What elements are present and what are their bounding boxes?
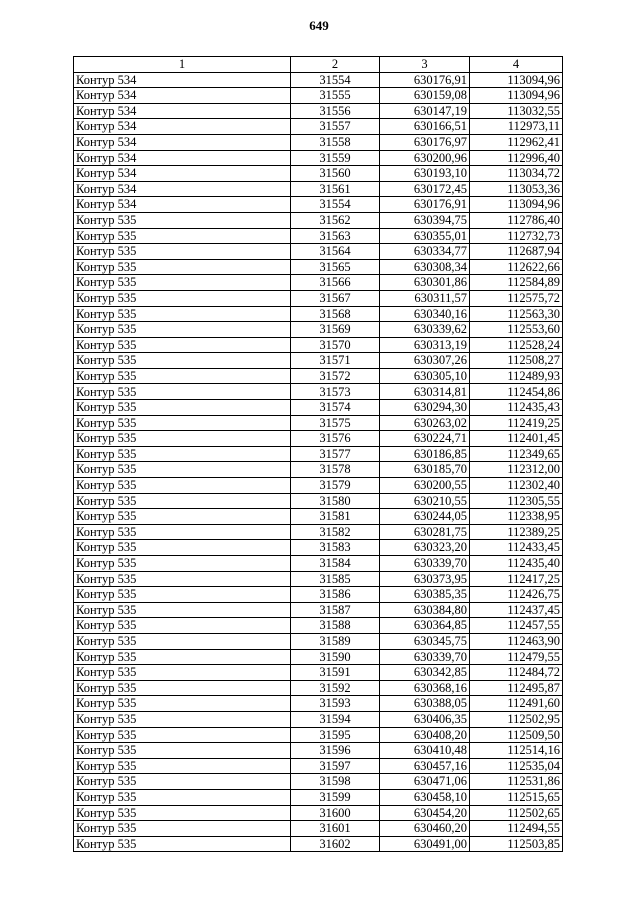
- point-number-cell: 31587: [291, 602, 380, 618]
- table-row: [74, 259, 563, 275]
- contour-name-cell: Контур 535: [74, 587, 291, 603]
- contour-name-cell: Контур 534: [74, 103, 291, 119]
- point-number-cell: 31563: [291, 228, 380, 244]
- point-number-cell: 31554: [291, 197, 380, 213]
- table-row: [74, 166, 563, 182]
- contour-name-cell: Контур 535: [74, 353, 291, 369]
- y-coordinate-cell: 112401,45: [470, 431, 563, 447]
- table-row: [74, 384, 563, 400]
- point-number-cell: 31595: [291, 727, 380, 743]
- point-number-cell: 31599: [291, 789, 380, 805]
- x-coordinate-cell: 630172,45: [380, 181, 470, 197]
- contour-name-cell: Контур 535: [74, 275, 291, 291]
- table-row: [74, 415, 563, 431]
- y-coordinate-cell: 113032,55: [470, 103, 563, 119]
- contour-name-cell: Контур 535: [74, 493, 291, 509]
- table-row: [74, 540, 563, 556]
- column-header-1: 1: [74, 57, 291, 73]
- point-number-cell: 31601: [291, 821, 380, 837]
- point-number-cell: 31593: [291, 696, 380, 712]
- table-row: [74, 290, 563, 306]
- y-coordinate-cell: 112489,93: [470, 368, 563, 384]
- table-row: [74, 649, 563, 665]
- point-number-cell: 31591: [291, 665, 380, 681]
- y-coordinate-cell: 112535,04: [470, 758, 563, 774]
- point-number-cell: 31571: [291, 353, 380, 369]
- point-number-cell: 31555: [291, 88, 380, 104]
- contour-name-cell: Контур 535: [74, 618, 291, 634]
- table-row: [74, 181, 563, 197]
- table-row: [74, 556, 563, 572]
- point-number-cell: 31558: [291, 134, 380, 150]
- point-number-cell: 31581: [291, 509, 380, 525]
- y-coordinate-cell: 112389,25: [470, 524, 563, 540]
- table-header-row: [74, 57, 563, 73]
- y-coordinate-cell: 112502,95: [470, 711, 563, 727]
- page-number: 649: [309, 18, 329, 33]
- point-number-cell: 31579: [291, 478, 380, 494]
- point-number-cell: 31559: [291, 150, 380, 166]
- y-coordinate-cell: 112338,95: [470, 509, 563, 525]
- column-header-4: 4: [470, 57, 563, 73]
- y-coordinate-cell: 113094,96: [470, 197, 563, 213]
- contour-name-cell: Контур 535: [74, 571, 291, 587]
- table-row: [74, 228, 563, 244]
- point-number-cell: 31562: [291, 212, 380, 228]
- table-row: [74, 88, 563, 104]
- contour-name-cell: Контур 535: [74, 665, 291, 681]
- x-coordinate-cell: 630244,05: [380, 509, 470, 525]
- y-coordinate-cell: 112553,60: [470, 322, 563, 338]
- point-number-cell: 31582: [291, 524, 380, 540]
- x-coordinate-cell: 630176,91: [380, 72, 470, 88]
- table-row: [74, 680, 563, 696]
- contour-name-cell: Контур 535: [74, 602, 291, 618]
- x-coordinate-cell: 630408,20: [380, 727, 470, 743]
- y-coordinate-cell: 112433,45: [470, 540, 563, 556]
- table-row: [74, 524, 563, 540]
- point-number-cell: 31577: [291, 446, 380, 462]
- y-coordinate-cell: 112463,90: [470, 633, 563, 649]
- x-coordinate-cell: 630314,81: [380, 384, 470, 400]
- x-coordinate-cell: 630388,05: [380, 696, 470, 712]
- y-coordinate-cell: 112563,30: [470, 306, 563, 322]
- y-coordinate-cell: 112509,50: [470, 727, 563, 743]
- y-coordinate-cell: 112484,72: [470, 665, 563, 681]
- table-row: [74, 665, 563, 681]
- x-coordinate-cell: 630406,35: [380, 711, 470, 727]
- table-row: [74, 322, 563, 338]
- contour-name-cell: Контур 535: [74, 290, 291, 306]
- y-coordinate-cell: 112575,72: [470, 290, 563, 306]
- contour-name-cell: Контур 535: [74, 774, 291, 790]
- point-number-cell: 31556: [291, 103, 380, 119]
- contour-name-cell: Контур 534: [74, 72, 291, 88]
- x-coordinate-cell: 630263,02: [380, 415, 470, 431]
- x-coordinate-cell: 630457,16: [380, 758, 470, 774]
- column-header-2: 2: [291, 57, 380, 73]
- contour-name-cell: Контур 535: [74, 478, 291, 494]
- contour-name-cell: Контур 535: [74, 556, 291, 572]
- x-coordinate-cell: 630307,26: [380, 353, 470, 369]
- contour-name-cell: Контур 535: [74, 836, 291, 852]
- y-coordinate-cell: 112479,55: [470, 649, 563, 665]
- x-coordinate-cell: 630345,75: [380, 633, 470, 649]
- table-row: [74, 431, 563, 447]
- contour-name-cell: Контур 535: [74, 462, 291, 478]
- x-coordinate-cell: 630210,55: [380, 493, 470, 509]
- x-coordinate-cell: 630410,48: [380, 743, 470, 759]
- y-coordinate-cell: 112996,40: [470, 150, 563, 166]
- contour-name-cell: Контур 534: [74, 181, 291, 197]
- x-coordinate-cell: 630311,57: [380, 290, 470, 306]
- contour-name-cell: Контур 535: [74, 524, 291, 540]
- point-number-cell: 31578: [291, 462, 380, 478]
- y-coordinate-cell: 112435,40: [470, 556, 563, 572]
- column-header-3: 3: [380, 57, 470, 73]
- point-number-cell: 31557: [291, 119, 380, 135]
- x-coordinate-cell: 630342,85: [380, 665, 470, 681]
- x-coordinate-cell: 630159,08: [380, 88, 470, 104]
- table-row: [74, 618, 563, 634]
- point-number-cell: 31574: [291, 400, 380, 416]
- y-coordinate-cell: 112508,27: [470, 353, 563, 369]
- x-coordinate-cell: 630334,77: [380, 244, 470, 260]
- point-number-cell: 31589: [291, 633, 380, 649]
- contour-name-cell: Контур 535: [74, 758, 291, 774]
- table-row: [74, 119, 563, 135]
- x-coordinate-cell: 630294,30: [380, 400, 470, 416]
- point-number-cell: 31596: [291, 743, 380, 759]
- x-coordinate-cell: 630373,95: [380, 571, 470, 587]
- x-coordinate-cell: 630186,85: [380, 446, 470, 462]
- table-row: [74, 821, 563, 837]
- x-coordinate-cell: 630147,19: [380, 103, 470, 119]
- contour-name-cell: Контур 535: [74, 696, 291, 712]
- point-number-cell: 31570: [291, 337, 380, 353]
- contour-name-cell: Контур 535: [74, 680, 291, 696]
- contour-name-cell: Контур 535: [74, 821, 291, 837]
- y-coordinate-cell: 112454,86: [470, 384, 563, 400]
- contour-name-cell: Контур 535: [74, 400, 291, 416]
- table-row: [74, 197, 563, 213]
- table-row: [74, 836, 563, 852]
- contour-name-cell: Контур 534: [74, 119, 291, 135]
- y-coordinate-cell: 112302,40: [470, 478, 563, 494]
- y-coordinate-cell: 112531,86: [470, 774, 563, 790]
- table-row: [74, 805, 563, 821]
- point-number-cell: 31565: [291, 259, 380, 275]
- table-row: [74, 789, 563, 805]
- point-number-cell: 31590: [291, 649, 380, 665]
- point-number-cell: 31584: [291, 556, 380, 572]
- y-coordinate-cell: 112305,55: [470, 493, 563, 509]
- x-coordinate-cell: 630323,20: [380, 540, 470, 556]
- y-coordinate-cell: 112417,25: [470, 571, 563, 587]
- contour-name-cell: Контур 535: [74, 789, 291, 805]
- coordinates-table: [73, 56, 563, 852]
- contour-name-cell: Контур 535: [74, 259, 291, 275]
- x-coordinate-cell: 630385,35: [380, 587, 470, 603]
- table-row: [74, 134, 563, 150]
- table-row: [74, 400, 563, 416]
- y-coordinate-cell: 112528,24: [470, 337, 563, 353]
- point-number-cell: 31592: [291, 680, 380, 696]
- x-coordinate-cell: 630305,10: [380, 368, 470, 384]
- table-row: [74, 244, 563, 260]
- y-coordinate-cell: 112732,73: [470, 228, 563, 244]
- x-coordinate-cell: 630384,80: [380, 602, 470, 618]
- table-row: [74, 571, 563, 587]
- y-coordinate-cell: 113094,96: [470, 88, 563, 104]
- table-row: [74, 103, 563, 119]
- x-coordinate-cell: 630339,70: [380, 649, 470, 665]
- table-row: [74, 587, 563, 603]
- y-coordinate-cell: 113053,36: [470, 181, 563, 197]
- y-coordinate-cell: 112786,40: [470, 212, 563, 228]
- point-number-cell: 31588: [291, 618, 380, 634]
- y-coordinate-cell: 113034,72: [470, 166, 563, 182]
- point-number-cell: 31585: [291, 571, 380, 587]
- x-coordinate-cell: 630176,97: [380, 134, 470, 150]
- point-number-cell: 31564: [291, 244, 380, 260]
- contour-name-cell: Контур 535: [74, 337, 291, 353]
- table-row: [74, 446, 563, 462]
- y-coordinate-cell: 112312,00: [470, 462, 563, 478]
- contour-name-cell: Контур 535: [74, 711, 291, 727]
- x-coordinate-cell: 630491,00: [380, 836, 470, 852]
- contour-name-cell: Контур 535: [74, 727, 291, 743]
- y-coordinate-cell: 112503,85: [470, 836, 563, 852]
- y-coordinate-cell: 112962,41: [470, 134, 563, 150]
- table-row: [74, 774, 563, 790]
- y-coordinate-cell: 113094,96: [470, 72, 563, 88]
- table-row: [74, 633, 563, 649]
- contour-name-cell: Контур 535: [74, 509, 291, 525]
- y-coordinate-cell: 112584,89: [470, 275, 563, 291]
- y-coordinate-cell: 112419,25: [470, 415, 563, 431]
- x-coordinate-cell: 630394,75: [380, 212, 470, 228]
- point-number-cell: 31586: [291, 587, 380, 603]
- x-coordinate-cell: 630339,70: [380, 556, 470, 572]
- point-number-cell: 31594: [291, 711, 380, 727]
- table-row: [74, 493, 563, 509]
- x-coordinate-cell: 630193,10: [380, 166, 470, 182]
- y-coordinate-cell: 112491,60: [470, 696, 563, 712]
- table-row: [74, 743, 563, 759]
- table-row: [74, 212, 563, 228]
- contour-name-cell: Контур 535: [74, 431, 291, 447]
- contour-name-cell: Контур 535: [74, 244, 291, 260]
- point-number-cell: 31602: [291, 836, 380, 852]
- contour-name-cell: Контур 535: [74, 228, 291, 244]
- x-coordinate-cell: 630364,85: [380, 618, 470, 634]
- contour-name-cell: Контур 535: [74, 446, 291, 462]
- x-coordinate-cell: 630355,01: [380, 228, 470, 244]
- contour-name-cell: Контур 535: [74, 743, 291, 759]
- table-row: [74, 72, 563, 88]
- y-coordinate-cell: 112349,65: [470, 446, 563, 462]
- y-coordinate-cell: 112515,65: [470, 789, 563, 805]
- contour-name-cell: Контур 535: [74, 368, 291, 384]
- table-row: [74, 150, 563, 166]
- point-number-cell: 31569: [291, 322, 380, 338]
- point-number-cell: 31567: [291, 290, 380, 306]
- y-coordinate-cell: 112435,43: [470, 400, 563, 416]
- contour-name-cell: Контур 535: [74, 633, 291, 649]
- point-number-cell: 31600: [291, 805, 380, 821]
- point-number-cell: 31598: [291, 774, 380, 790]
- table-row: [74, 602, 563, 618]
- y-coordinate-cell: 112437,45: [470, 602, 563, 618]
- table-row: [74, 758, 563, 774]
- point-number-cell: 31573: [291, 384, 380, 400]
- table-row: [74, 368, 563, 384]
- table-row: [74, 711, 563, 727]
- x-coordinate-cell: 630471,06: [380, 774, 470, 790]
- contour-name-cell: Контур 535: [74, 805, 291, 821]
- table-row: [74, 478, 563, 494]
- x-coordinate-cell: 630308,34: [380, 259, 470, 275]
- y-coordinate-cell: 112426,75: [470, 587, 563, 603]
- y-coordinate-cell: 112622,66: [470, 259, 563, 275]
- point-number-cell: 31576: [291, 431, 380, 447]
- point-number-cell: 31561: [291, 181, 380, 197]
- point-number-cell: 31580: [291, 493, 380, 509]
- contour-name-cell: Контур 535: [74, 415, 291, 431]
- x-coordinate-cell: 630200,55: [380, 478, 470, 494]
- contour-name-cell: Контур 535: [74, 384, 291, 400]
- table-row: [74, 337, 563, 353]
- contour-name-cell: Контур 534: [74, 150, 291, 166]
- point-number-cell: 31597: [291, 758, 380, 774]
- table-row: [74, 306, 563, 322]
- point-number-cell: 31583: [291, 540, 380, 556]
- x-coordinate-cell: 630185,70: [380, 462, 470, 478]
- x-coordinate-cell: 630339,62: [380, 322, 470, 338]
- x-coordinate-cell: 630301,86: [380, 275, 470, 291]
- point-number-cell: 31568: [291, 306, 380, 322]
- contour-name-cell: Контур 534: [74, 166, 291, 182]
- x-coordinate-cell: 630368,16: [380, 680, 470, 696]
- point-number-cell: 31575: [291, 415, 380, 431]
- x-coordinate-cell: 630224,71: [380, 431, 470, 447]
- contour-name-cell: Контур 534: [74, 88, 291, 104]
- y-coordinate-cell: 112457,55: [470, 618, 563, 634]
- y-coordinate-cell: 112687,94: [470, 244, 563, 260]
- contour-name-cell: Контур 534: [74, 134, 291, 150]
- x-coordinate-cell: 630200,96: [380, 150, 470, 166]
- point-number-cell: 31560: [291, 166, 380, 182]
- table-row: [74, 275, 563, 291]
- table-row: [74, 727, 563, 743]
- contour-name-cell: Контур 535: [74, 212, 291, 228]
- table-body: [74, 72, 563, 852]
- table-row: [74, 353, 563, 369]
- x-coordinate-cell: 630454,20: [380, 805, 470, 821]
- contour-name-cell: Контур 535: [74, 649, 291, 665]
- x-coordinate-cell: 630281,75: [380, 524, 470, 540]
- table-row: [74, 696, 563, 712]
- x-coordinate-cell: 630176,91: [380, 197, 470, 213]
- contour-name-cell: Контур 535: [74, 306, 291, 322]
- x-coordinate-cell: 630340,16: [380, 306, 470, 322]
- x-coordinate-cell: 630166,51: [380, 119, 470, 135]
- point-number-cell: 31554: [291, 72, 380, 88]
- table-row: [74, 509, 563, 525]
- y-coordinate-cell: 112495,87: [470, 680, 563, 696]
- contour-name-cell: Контур 535: [74, 540, 291, 556]
- point-number-cell: 31572: [291, 368, 380, 384]
- y-coordinate-cell: 112494,55: [470, 821, 563, 837]
- x-coordinate-cell: 630313,19: [380, 337, 470, 353]
- table-row: [74, 462, 563, 478]
- y-coordinate-cell: 112973,11: [470, 119, 563, 135]
- contour-name-cell: Контур 534: [74, 197, 291, 213]
- point-number-cell: 31566: [291, 275, 380, 291]
- x-coordinate-cell: 630458,10: [380, 789, 470, 805]
- y-coordinate-cell: 112502,65: [470, 805, 563, 821]
- y-coordinate-cell: 112514,16: [470, 743, 563, 759]
- contour-name-cell: Контур 535: [74, 322, 291, 338]
- x-coordinate-cell: 630460,20: [380, 821, 470, 837]
